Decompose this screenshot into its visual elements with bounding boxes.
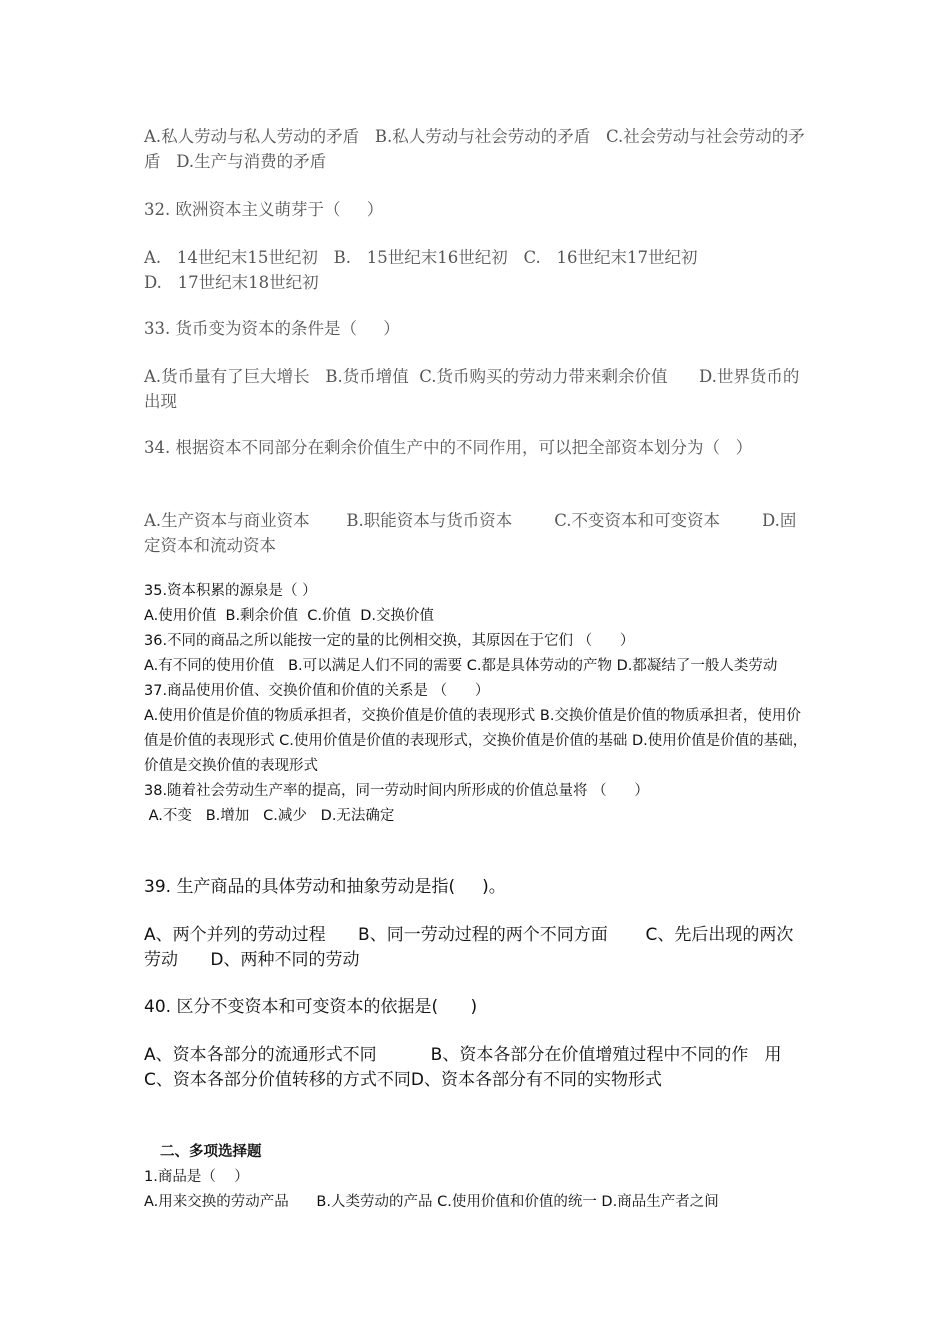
q32-question [144, 197, 810, 222]
q40-question-text: 40. 区分不变资本和可变资本的依据是( ) [144, 997, 478, 1017]
q39-question [144, 875, 810, 900]
q33-options-text: A.货币量有了巨大增长 B.货币增值 C.货币购买的劳动力带来剩余价值 D.世界货币的出现 [144, 367, 800, 411]
q32-options-line1: A. 14世纪末15世纪初 B. 15世纪末16世纪初 C. 16世纪末17世纪初 [144, 248, 698, 267]
section2-title: 二、多项选择题 [160, 1144, 262, 1160]
q37-question: 37.商品使用价值、交换价值和价值的关系是 （ ） [144, 683, 490, 699]
q39-options-text: A、两个并列的劳动过程 B、同一劳动过程的两个不同方面 C、先后出现的两次劳动 D、两种不同的劳动 [144, 925, 794, 970]
q40-options [144, 1043, 810, 1093]
q40-question [144, 995, 810, 1020]
q39-options [144, 923, 810, 973]
q33-options [144, 364, 810, 414]
q35-to-q38-block [144, 579, 810, 829]
q40-options-text: A、资本各部分的流通形式不同 B、资本各部分在价值增殖过程中不同的作 用 C、资本各部分价值转移的方式不同D、资本各部分有不同的实物形式 [144, 1045, 798, 1090]
q36-question: 36.不同的商品之所以能按一定的量的比例相交换，其原因在于它们 （ ） [144, 633, 635, 649]
q38-question: 38.随着社会劳动生产率的提高，同一劳动时间内所形成的价值总量将 （ ） [144, 783, 649, 799]
q39-question-text: 39. 生产商品的具体劳动和抽象劳动是指( )。 [144, 877, 506, 897]
m1-question: 1.商品是（ ） [144, 1169, 249, 1185]
q36-options: A.有不同的使用价值 B.可以满足人们不同的需要 C.都是具体劳动的产物 D.都凝结了一般人类劳动 [144, 658, 778, 674]
q34-question [144, 435, 810, 460]
q38-options: A.不变 B.增加 C.减少 D.无法确定 [144, 808, 395, 824]
m1-options: A.用来交换的劳动产品 B.人类劳动的产品 C.使用价值和价值的统一 D.商品生产者之间 [144, 1194, 719, 1210]
section2-block [144, 1140, 810, 1215]
q33-question [144, 316, 810, 341]
q33-question-text: 33. 货币变为资本的条件是（ ） [144, 319, 400, 338]
q32-question-text: 32. 欧洲资本主义萌芽于（ ） [144, 200, 384, 219]
q31-options [144, 124, 810, 174]
q34-options-text: A.生产资本与商业资本 B.职能资本与货币资本 C.不变资本和可变资本 D.固定资本和流动资本 [144, 511, 797, 555]
q32-options [144, 245, 810, 295]
q37-options: A.使用价值是价值的物质承担者，交换价值是价值的表现形式 B.交换价值是价值的物质承担者，使用价值是价值的表现形式 C.使用价值是价值的表现形式，交换价值是价值的基础 D.使用价值是价值的基础，价值是交换价值的表现形式 [144, 708, 808, 774]
q31-options-text: A.私人劳动与私人劳动的矛盾 B.私人劳动与社会劳动的矛盾 C.社会劳动与社会劳动的矛盾 D.生产与消费的矛盾 [144, 127, 805, 171]
q34-options [144, 508, 810, 558]
q35-question: 35.资本积累的源泉是（ ） [144, 583, 317, 599]
q34-question-text: 34. 根据资本不同部分在剩余价值生产中的不同作用，可以把全部资本划分为（ ） [144, 438, 753, 457]
q32-options-line2: D. 17世纪末18世纪初 [144, 273, 319, 292]
q35-options: A.使用价值 B.剩余价值 C.价值 D.交换价值 [144, 608, 434, 624]
